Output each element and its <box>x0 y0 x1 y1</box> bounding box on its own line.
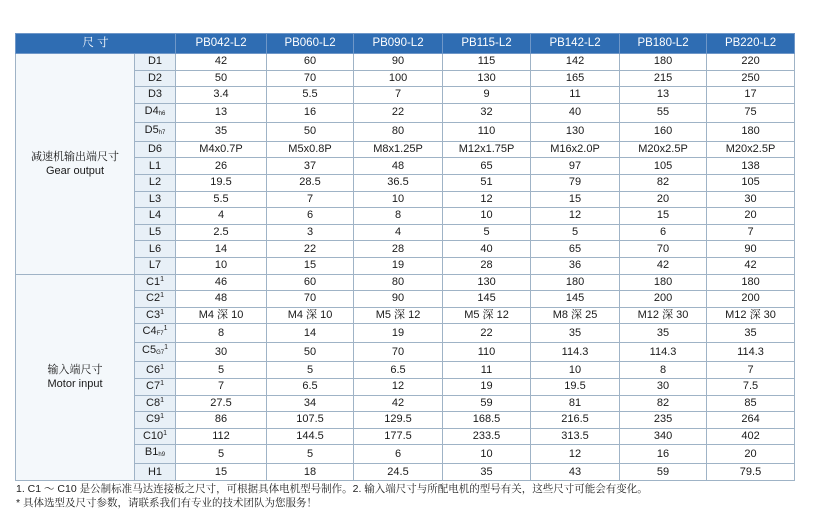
dimension-label <box>135 412 176 429</box>
value-cell: 250 <box>707 70 795 87</box>
value-cell: M4 深 10 <box>267 307 354 324</box>
value-cell: 2.5 <box>176 224 267 241</box>
footnote-marker: 1 <box>164 344 168 352</box>
value-cell: 43 <box>531 464 620 481</box>
value-cell: 112 <box>176 428 267 445</box>
value-cell: 59 <box>620 464 707 481</box>
value-cell: 402 <box>707 428 795 445</box>
value-cell: 51 <box>443 174 531 191</box>
value-cell: 18 <box>267 464 354 481</box>
value-cell: 142 <box>531 54 620 71</box>
value-cell: 42 <box>620 257 707 274</box>
value-cell: 12 <box>443 191 531 208</box>
dimension-code: C6 <box>146 363 161 376</box>
value-cell: 28.5 <box>267 174 354 191</box>
footnote-marker: 1 <box>160 275 164 283</box>
value-cell: 114.3 <box>531 343 620 362</box>
value-cell: 19 <box>354 257 443 274</box>
value-cell: M8x1.25P <box>354 141 443 158</box>
value-cell: 200 <box>707 291 795 308</box>
value-cell: 75 <box>707 103 795 122</box>
value-cell: 34 <box>267 395 354 412</box>
dimension-label <box>135 54 176 71</box>
value-cell: 97 <box>531 158 620 175</box>
value-cell: 30 <box>707 191 795 208</box>
value-cell: 16 <box>267 103 354 122</box>
value-cell: 79 <box>531 174 620 191</box>
value-cell: 85 <box>707 395 795 412</box>
value-cell: 60 <box>267 54 354 71</box>
footnote-marker: 1 <box>160 413 164 421</box>
value-cell: 14 <box>176 241 267 258</box>
group-label <box>16 274 135 480</box>
value-cell: 235 <box>620 412 707 429</box>
value-cell: 55 <box>620 103 707 122</box>
value-cell: 12 <box>531 208 620 225</box>
value-cell: M16x2.0P <box>531 141 620 158</box>
footnote-marker: 1 <box>160 292 164 300</box>
value-cell: 90 <box>354 54 443 71</box>
value-cell: M20x2.5P <box>707 141 795 158</box>
value-cell: 8 <box>176 324 267 343</box>
value-cell: 107.5 <box>267 412 354 429</box>
value-cell: 168.5 <box>443 412 531 429</box>
value-cell: 7 <box>707 224 795 241</box>
dimension-label <box>135 208 176 225</box>
value-cell: 60 <box>267 274 354 291</box>
value-cell: 82 <box>620 395 707 412</box>
value-cell: 19 <box>354 324 443 343</box>
value-cell: 35 <box>531 324 620 343</box>
value-cell: 180 <box>620 274 707 291</box>
header-corner: 尺 寸 <box>16 34 176 54</box>
dimension-code: D3 <box>147 88 163 101</box>
value-cell: 180 <box>620 54 707 71</box>
value-cell: 24.5 <box>354 464 443 481</box>
value-cell: 110 <box>443 122 531 141</box>
value-cell: 10 <box>443 208 531 225</box>
group-label-en: Gear output <box>45 164 105 177</box>
table-row <box>16 54 795 71</box>
value-cell: 6 <box>267 208 354 225</box>
footnote-line: * 具体选型及尺寸参数，请联系我们有专业的技术团队为您服务！ <box>16 497 318 509</box>
value-cell: 17 <box>707 87 795 104</box>
dimension-code: C8 <box>146 396 161 409</box>
value-cell: M5 深 12 <box>443 307 531 324</box>
dimension-code: C9 <box>146 413 161 426</box>
value-cell: 3 <box>267 224 354 241</box>
value-cell: 5 <box>443 224 531 241</box>
dimension-label <box>135 241 176 258</box>
dimension-code: L7 <box>148 259 162 272</box>
group-label <box>16 54 135 275</box>
value-cell: 6 <box>354 445 443 464</box>
value-cell: 15 <box>176 464 267 481</box>
value-cell: 80 <box>354 122 443 141</box>
value-cell: 28 <box>354 241 443 258</box>
value-cell: 340 <box>620 428 707 445</box>
value-cell: 14 <box>267 324 354 343</box>
value-cell: 233.5 <box>443 428 531 445</box>
value-cell: 50 <box>176 70 267 87</box>
value-cell: 5 <box>176 362 267 379</box>
model-header: PB060-L2 <box>267 34 354 54</box>
value-cell: 20 <box>707 445 795 464</box>
value-cell: 216.5 <box>531 412 620 429</box>
value-cell: 180 <box>531 274 620 291</box>
value-cell: 10 <box>443 445 531 464</box>
value-cell: 313.5 <box>531 428 620 445</box>
value-cell: 264 <box>707 412 795 429</box>
value-cell: 35 <box>707 324 795 343</box>
value-cell: 70 <box>354 343 443 362</box>
value-cell: 82 <box>620 174 707 191</box>
dimension-code: L2 <box>148 176 162 189</box>
value-cell: 22 <box>354 103 443 122</box>
value-cell: 48 <box>354 158 443 175</box>
value-cell: 70 <box>267 291 354 308</box>
value-cell: 20 <box>707 208 795 225</box>
dimension-code: C3 <box>146 309 161 322</box>
value-cell: 5 <box>531 224 620 241</box>
value-cell: 42 <box>176 54 267 71</box>
group-label-en: Motor input <box>47 378 103 391</box>
value-cell: M5x0.8P <box>267 141 354 158</box>
value-cell: 81 <box>531 395 620 412</box>
value-cell: 12 <box>354 378 443 395</box>
dimension-label <box>135 191 176 208</box>
dimension-label <box>135 274 176 291</box>
dimension-code: C4 <box>142 325 157 338</box>
value-cell: 5 <box>176 445 267 464</box>
dimension-label <box>135 224 176 241</box>
value-cell: 9 <box>443 87 531 104</box>
footnote-marker: 1 <box>160 396 164 404</box>
value-cell: 19 <box>443 378 531 395</box>
value-cell: 8 <box>620 362 707 379</box>
value-cell: M5 深 12 <box>354 307 443 324</box>
dimension-label <box>135 324 176 343</box>
value-cell: 100 <box>354 70 443 87</box>
value-cell: 110 <box>443 343 531 362</box>
footnote-line: 1. C1 ～ C10 是公制标准马达连接板之尺寸，可根据具体电机型号制作。2. 输入端尺寸与所配电机的型号有关，这些尺寸可能会有变化。 <box>16 483 648 495</box>
dimension-code: D1 <box>147 55 163 68</box>
value-cell: 40 <box>443 241 531 258</box>
model-header: PB115-L2 <box>443 34 531 54</box>
dimension-label <box>135 307 176 324</box>
value-cell: 11 <box>531 87 620 104</box>
value-cell: 15 <box>267 257 354 274</box>
tolerance-subscript: h7 <box>158 129 166 136</box>
value-cell: 15 <box>620 208 707 225</box>
dimension-label <box>135 362 176 379</box>
model-header: PB142-L2 <box>531 34 620 54</box>
value-cell: 42 <box>707 257 795 274</box>
value-cell: 129.5 <box>354 412 443 429</box>
value-cell: 5.5 <box>267 87 354 104</box>
model-header: PB220-L2 <box>707 34 795 54</box>
dimension-label <box>135 174 176 191</box>
tolerance-subscript: G7 <box>156 350 165 357</box>
dimension-code: L5 <box>148 226 162 239</box>
value-cell: M4x0.7P <box>176 141 267 158</box>
model-header: PB042-L2 <box>176 34 267 54</box>
value-cell: 130 <box>443 274 531 291</box>
value-cell: 105 <box>620 158 707 175</box>
dimension-code: D5 <box>144 123 159 136</box>
value-cell: 12 <box>531 445 620 464</box>
value-cell: 6.5 <box>267 378 354 395</box>
value-cell: M4 深 10 <box>176 307 267 324</box>
footnotes <box>16 482 648 510</box>
dimension-code: C5 <box>142 344 157 357</box>
value-cell: 7 <box>267 191 354 208</box>
table-row <box>16 274 795 291</box>
value-cell: 6.5 <box>354 362 443 379</box>
value-cell: 115 <box>443 54 531 71</box>
value-cell: 28 <box>443 257 531 274</box>
value-cell: 10 <box>354 191 443 208</box>
dimension-label <box>135 70 176 87</box>
value-cell: 46 <box>176 274 267 291</box>
group-label-cn: 减速机输出端尺寸 <box>31 150 119 163</box>
value-cell: 200 <box>620 291 707 308</box>
group-label-cn: 输入端尺寸 <box>47 364 103 377</box>
dimension-label <box>135 141 176 158</box>
dimension-label <box>135 87 176 104</box>
dimension-code: D6 <box>147 143 163 156</box>
value-cell: 145 <box>443 291 531 308</box>
value-cell: 59 <box>443 395 531 412</box>
value-cell: 5 <box>267 445 354 464</box>
spec-table-body <box>16 54 795 481</box>
value-cell: 30 <box>620 378 707 395</box>
dimension-code: D2 <box>147 71 163 84</box>
value-cell: 7 <box>707 362 795 379</box>
value-cell: 30 <box>176 343 267 362</box>
value-cell: 48 <box>176 291 267 308</box>
value-cell: 42 <box>354 395 443 412</box>
value-cell: 70 <box>267 70 354 87</box>
value-cell: 10 <box>531 362 620 379</box>
value-cell: 16 <box>620 445 707 464</box>
tolerance-subscript: h6 <box>158 110 166 117</box>
value-cell: 8 <box>354 208 443 225</box>
value-cell: 130 <box>531 122 620 141</box>
value-cell: 4 <box>354 224 443 241</box>
tolerance-subscript: F7 <box>156 331 164 338</box>
value-cell: 5 <box>267 362 354 379</box>
dimension-label <box>135 428 176 445</box>
dimension-label <box>135 158 176 175</box>
value-cell: 15 <box>531 191 620 208</box>
value-cell: 26 <box>176 158 267 175</box>
value-cell: 35 <box>176 122 267 141</box>
value-cell: 5.5 <box>176 191 267 208</box>
value-cell: 27.5 <box>176 395 267 412</box>
value-cell: 70 <box>620 241 707 258</box>
value-cell: 105 <box>707 174 795 191</box>
value-cell: 6 <box>620 224 707 241</box>
value-cell: M12x1.75P <box>443 141 531 158</box>
value-cell: 36.5 <box>354 174 443 191</box>
dimension-label <box>135 343 176 362</box>
value-cell: 177.5 <box>354 428 443 445</box>
model-header: PB180-L2 <box>620 34 707 54</box>
value-cell: 37 <box>267 158 354 175</box>
value-cell: 144.5 <box>267 428 354 445</box>
dimension-code: C10 <box>142 429 164 442</box>
value-cell: 65 <box>531 241 620 258</box>
value-cell: 130 <box>443 70 531 87</box>
value-cell: 22 <box>443 324 531 343</box>
spec-table <box>15 33 795 481</box>
footnote-marker: 1 <box>160 363 164 371</box>
dimension-code: H1 <box>147 465 163 478</box>
footnote-marker: 1 <box>160 380 164 388</box>
value-cell: 80 <box>354 274 443 291</box>
value-cell: 50 <box>267 343 354 362</box>
value-cell: 90 <box>707 241 795 258</box>
dimension-label <box>135 395 176 412</box>
value-cell: 180 <box>707 122 795 141</box>
value-cell: 35 <box>620 324 707 343</box>
dimension-label <box>135 445 176 464</box>
dimension-code: L6 <box>148 242 162 255</box>
dimension-label <box>135 378 176 395</box>
dimension-code: B1 <box>144 446 159 459</box>
value-cell: 79.5 <box>707 464 795 481</box>
value-cell: 22 <box>267 241 354 258</box>
value-cell: M12 深 30 <box>707 307 795 324</box>
dimension-code: D4 <box>144 104 159 117</box>
value-cell: 3.4 <box>176 87 267 104</box>
value-cell: 11 <box>443 362 531 379</box>
value-cell: 13 <box>620 87 707 104</box>
value-cell: 36 <box>531 257 620 274</box>
header-row <box>16 34 795 54</box>
value-cell: 215 <box>620 70 707 87</box>
footnote-marker: 1 <box>163 325 168 333</box>
dimension-code: L1 <box>148 159 162 172</box>
dimension-label <box>135 257 176 274</box>
dimension-label <box>135 464 176 481</box>
dimension-code: C7 <box>146 380 161 393</box>
value-cell: 86 <box>176 412 267 429</box>
dimension-code: C2 <box>146 292 161 305</box>
value-cell: 10 <box>176 257 267 274</box>
dimension-label <box>135 122 176 141</box>
value-cell: 4 <box>176 208 267 225</box>
value-cell: 40 <box>531 103 620 122</box>
value-cell: 180 <box>707 274 795 291</box>
value-cell: 90 <box>354 291 443 308</box>
value-cell: 165 <box>531 70 620 87</box>
value-cell: 7 <box>176 378 267 395</box>
value-cell: M8 深 25 <box>531 307 620 324</box>
value-cell: 19.5 <box>176 174 267 191</box>
value-cell: 220 <box>707 54 795 71</box>
value-cell: 114.3 <box>707 343 795 362</box>
value-cell: 19.5 <box>531 378 620 395</box>
dimension-code: C1 <box>146 275 161 288</box>
dimension-code: L3 <box>148 192 162 205</box>
value-cell: M20x2.5P <box>620 141 707 158</box>
dimension-label <box>135 103 176 122</box>
model-header: PB090-L2 <box>354 34 443 54</box>
value-cell: 160 <box>620 122 707 141</box>
value-cell: M12 深 30 <box>620 307 707 324</box>
dimension-code: L4 <box>148 209 162 222</box>
footnote-marker: 1 <box>163 429 168 437</box>
value-cell: 7.5 <box>707 378 795 395</box>
value-cell: 145 <box>531 291 620 308</box>
value-cell: 7 <box>354 87 443 104</box>
value-cell: 65 <box>443 158 531 175</box>
value-cell: 20 <box>620 191 707 208</box>
value-cell: 138 <box>707 158 795 175</box>
tolerance-subscript: h9 <box>158 452 166 459</box>
value-cell: 32 <box>443 103 531 122</box>
footnote-marker: 1 <box>160 309 164 317</box>
dimension-label <box>135 291 176 308</box>
value-cell: 35 <box>443 464 531 481</box>
value-cell: 114.3 <box>620 343 707 362</box>
value-cell: 50 <box>267 122 354 141</box>
value-cell: 13 <box>176 103 267 122</box>
